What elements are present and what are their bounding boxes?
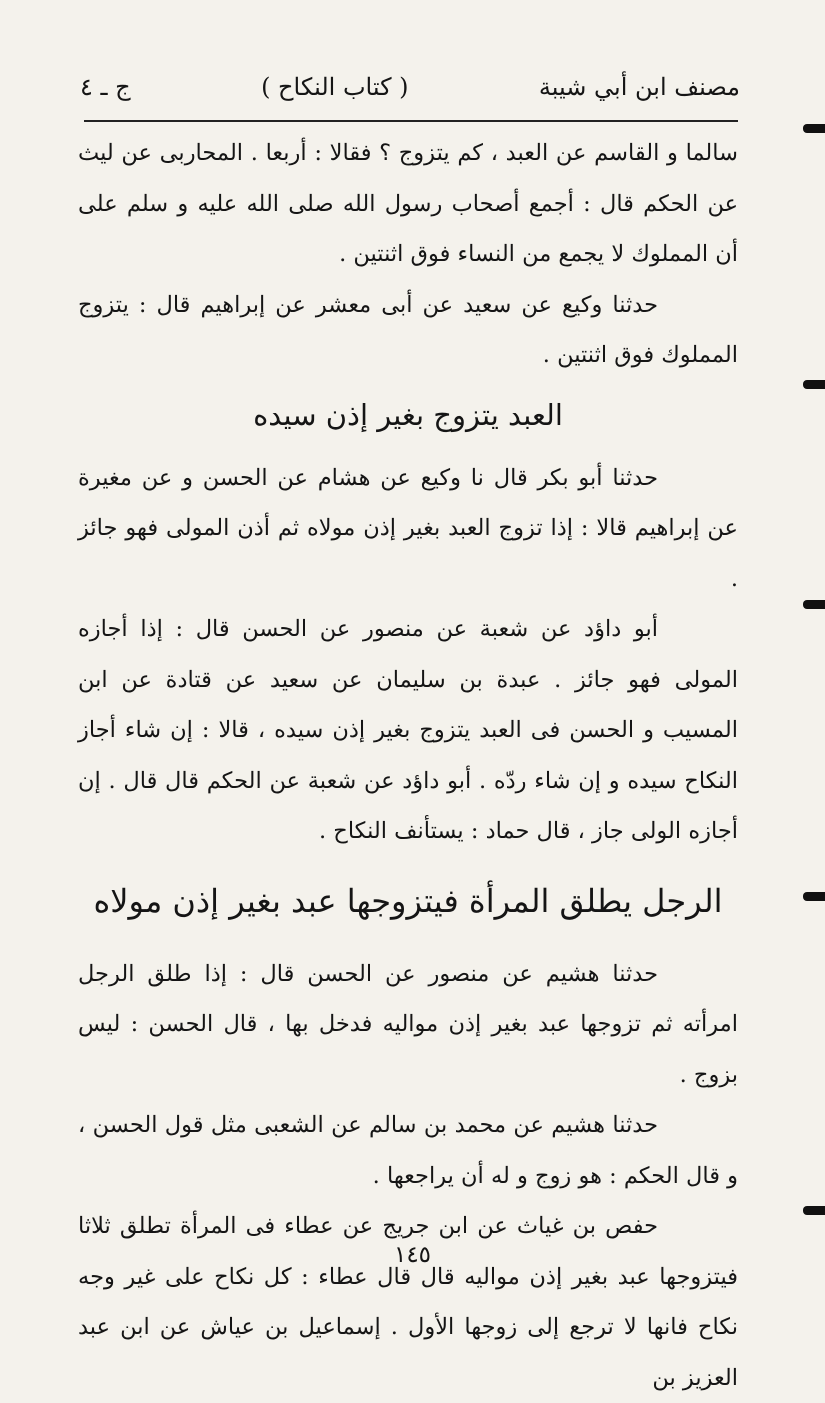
book-title: مصنف ابن أبي شيبة <box>538 73 740 101</box>
section-heading: العبد يتزوج بغير إذن سيده <box>253 397 563 432</box>
paragraph: حدثنا هشيم عن منصور عن الحسن قال : إذا طلق الرجل امرأته ثم تزوجها عبد بغير إذن مواليه فدخل بها ، قال الحسن : ليس بزوج . <box>78 960 738 1088</box>
page-body <box>78 128 738 1403</box>
chapter-title: ( كتاب النكاح ) <box>261 73 409 101</box>
paragraph: حدثنا هشيم عن محمد بن سالم عن الشعبى مثل قول الحسن ، و قال الحكم : هو زوج و له أن يراجعها . <box>78 1112 738 1189</box>
page-edge-mark <box>803 1206 825 1215</box>
paragraph: حفص بن غياث عن ابن جريج عن عطاء فى المرأة تطلق ثلاثا فيتزوجها عبد بغير إذن مواليه قال قال عطاء : كل نكاح على غير وجه نكاح فانها لا ترجع إلى زوجها الأول . إسماعيل بن عياش عن ابن عبد العزيز بن <box>78 1213 738 1391</box>
paragraph: حدثنا أبو بكر قال نا وكيع عن هشام عن الحسن و عن مغيرة عن إبراهيم قالا : إذا تزوج العبد بغير إذن مولاه ثم أذن المولى فهو جائز . <box>78 464 738 592</box>
page-edge-mark <box>803 892 825 901</box>
volume-number: ج ـ ٤ <box>80 73 131 101</box>
running-header <box>80 64 740 110</box>
page-edge-mark <box>803 380 825 389</box>
section-heading: الرجل يطلق المرأة فيتزوجها عبد بغير إذن مولاه <box>93 881 723 920</box>
header-rule <box>84 120 738 122</box>
paragraph: أبو داؤد عن شعبة عن منصور عن الحسن قال : إذا أجازه المولى فهو جائز . عبدة بن سليمان عن سعيد عن قتادة عن ابن المسيب و الحسن فى العبد يتزوج بغير إذن سيده ، قالا : إن شاء أجاز النكاح سيده و إن شاء ردّه . أبو داؤد عن شعبة عن الحكم قال قال . إن أجازه الولى جاز ، قال حماد : يستأنف النكاح . <box>78 616 738 844</box>
paragraph: حدثنا وكيع عن سعيد عن أبى معشر عن إبراهيم قال : يتزوج المملوك فوق اثنتين . <box>78 291 738 368</box>
page-edge-mark <box>803 124 825 133</box>
paragraph: سالما و القاسم عن العبد ، كم يتزوج ؟ فقالا : أربعا . المحاربى عن ليث عن الحكم قال : أجمع أصحاب رسول الله صلى الله عليه و سلم على أن المملوك لا يجمع من النساء فوق اثنتين . <box>78 140 738 267</box>
page-number: ١٤٥ <box>393 1242 432 1268</box>
page-edge-mark <box>803 600 825 609</box>
